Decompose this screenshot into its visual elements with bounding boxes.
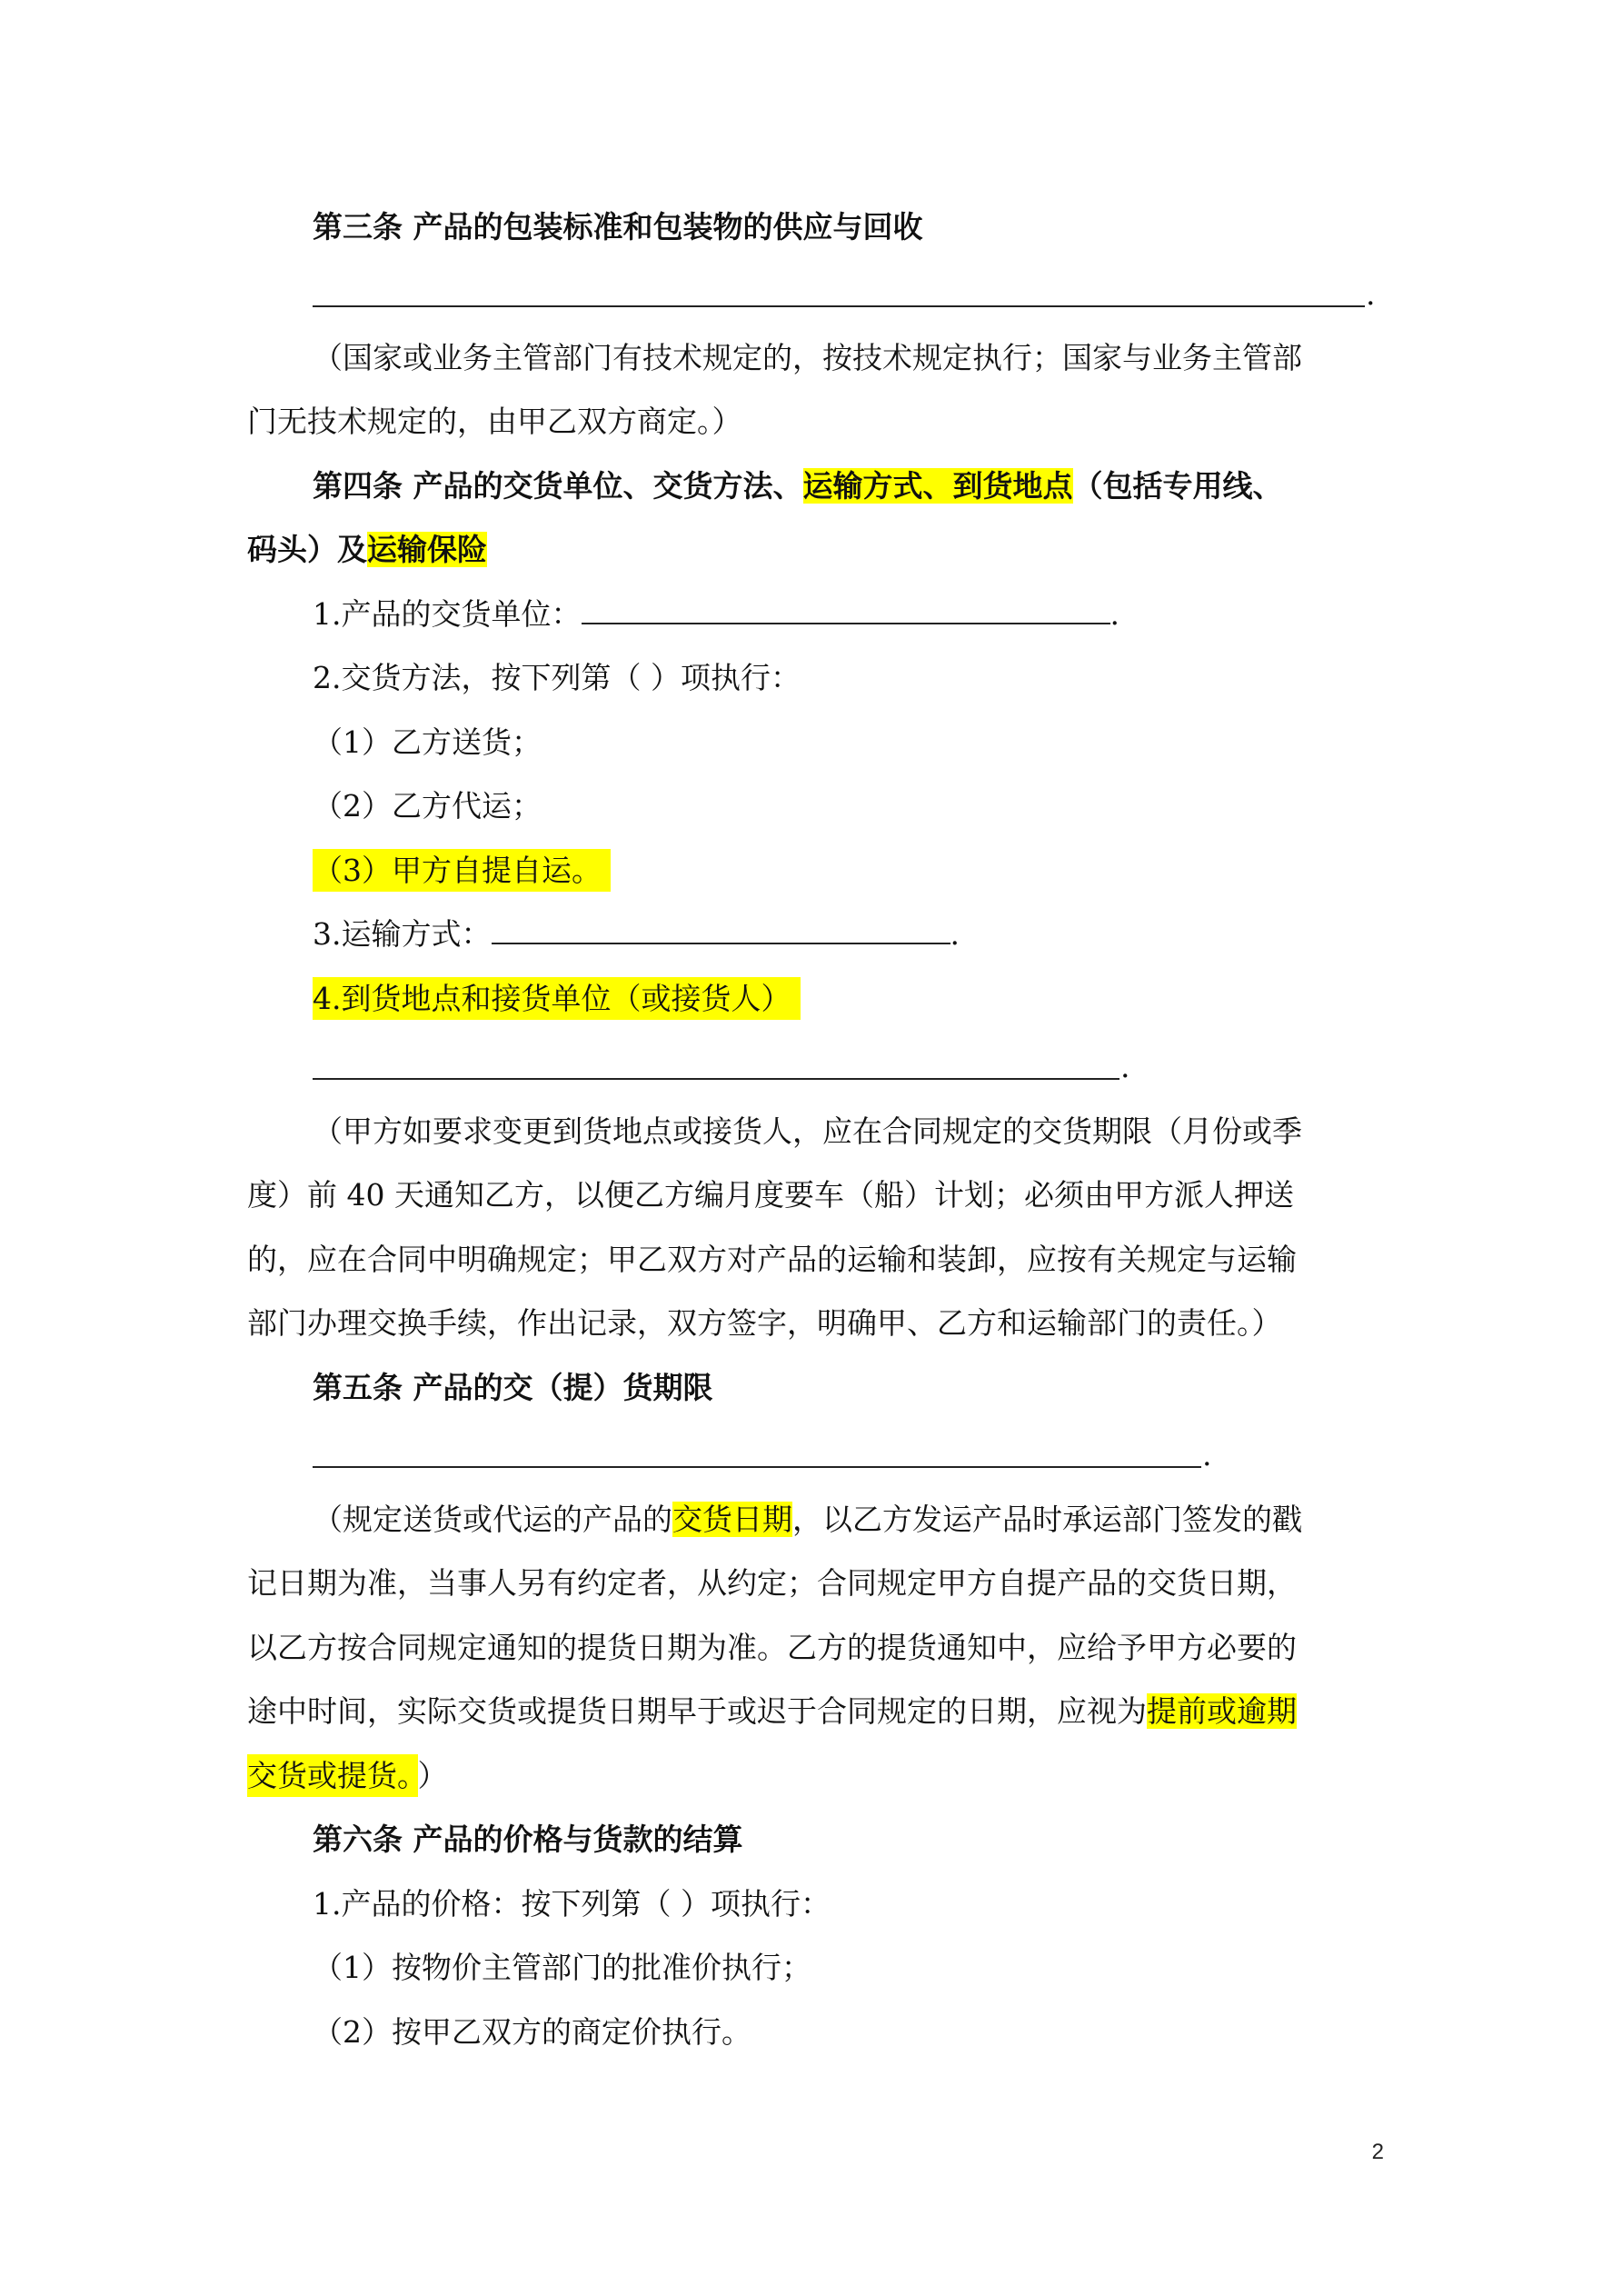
article-5-note-line-3: 以乙方按合同规定通知的提货日期为准。乙方的提货通知中，应给予甲方必要的: [247, 1630, 1297, 1665]
article-5-note-part-a: （规定送货或代运的产品的: [313, 1502, 672, 1537]
article-5-note-part-d: 途中时间，实际交货或提货日期早于或迟于合同规定的日期，应视为: [247, 1693, 1147, 1729]
delivery-option-3: [313, 849, 611, 893]
article-5-title: 第五条 产品的交（提）货期限: [313, 1370, 713, 1405]
article-5-note-line-2: 记日期为准，当事人另有约定者，从约定；合同规定甲方自提产品的交货日期，: [247, 1565, 1297, 1601]
delivery-date-highlight: 交货日期: [672, 1502, 792, 1537]
article-4-title-highlight-2: 运输保险: [367, 532, 487, 567]
article-4-item-2: 2.交货方法，按下列第（ ）项执行：: [313, 660, 801, 695]
article-5-note-line-5: [247, 1754, 448, 1798]
delivery-or-pickup-highlight: 交货或提货。: [247, 1754, 418, 1797]
article-3-blank-end: .: [1366, 276, 1376, 312]
early-or-late-highlight: 提前或逾期: [1147, 1693, 1297, 1729]
item-1-label: 1.产品的交货单位：: [313, 596, 582, 632]
article-5-note-line-4: [247, 1690, 1297, 1733]
article-4-title-line-1: [313, 464, 1283, 508]
article-4-title-part-c: （包括专用线、: [1072, 468, 1283, 504]
article-3-note-line-1: （国家或业务主管部门有技术规定的，按技术规定执行；国家与业务主管部: [313, 340, 1302, 375]
article-3-title: 第三条 产品的包装标准和包装物的供应与回收: [313, 209, 923, 245]
item-3-end: .: [950, 916, 960, 952]
article-6-item-1: 1.产品的价格：按下列第（ ）项执行：: [313, 1886, 831, 1922]
price-option-1: （1）按物价主管部门的批准价执行；: [313, 1950, 811, 1985]
article-5-blank-line: [313, 1466, 1201, 1468]
article-4-item-4-blank-line: [313, 1078, 1119, 1080]
article-5-blank-end: .: [1202, 1437, 1212, 1472]
article-5-note-line-1: [313, 1498, 1302, 1542]
article-4-note-line-4: 部门办理交换手续，作出记录，双方签字，明确甲、乙方和运输部门的责任。）: [247, 1305, 1282, 1341]
article-4-item-4-highlight: 4.到货地点和接货单位（或接货人）: [313, 977, 801, 1020]
article-4-title-highlight-1: 运输方式、到货地点: [802, 468, 1073, 504]
article-3-note-line-2: 门无技术规定的，由甲乙双方商定。）: [247, 404, 742, 439]
article-4-title-line-2: [247, 528, 487, 572]
article-4-title-part-a: 第四条 产品的交货单位、交货方法、: [313, 468, 803, 504]
article-6-title: 第六条 产品的价格与货款的结算: [313, 1822, 743, 1857]
article-4-note-line-3: 的，应在合同中明确规定；甲乙双方对产品的运输和装卸，应按有关规定与运输: [247, 1242, 1297, 1277]
article-3-blank-line: [313, 305, 1365, 307]
article-4-item-3: [313, 913, 960, 956]
delivery-option-3-highlight: （3）甲方自提自运。: [313, 849, 611, 892]
transport-mode-blank: [492, 915, 950, 944]
article-5-note-part-c: ，以乙方发运产品时承运部门签发的戳: [792, 1502, 1302, 1537]
article-4-title-part-d: 码头）及: [247, 532, 367, 567]
page-number: 2: [1371, 2140, 1384, 2164]
article-4-item-4: [313, 977, 801, 1021]
delivery-option-2: （2）乙方代运；: [313, 788, 542, 824]
delivery-unit-blank: [582, 595, 1110, 624]
item-1-end: .: [1110, 596, 1119, 632]
article-4-item-4-end: .: [1120, 1049, 1130, 1084]
item-3-label: 3.运输方式：: [313, 916, 492, 952]
article-4-note-line-1: （甲方如要求变更到货地点或接货人，应在合同规定的交货期限（月份或季: [313, 1113, 1302, 1149]
article-4-item-1: [313, 593, 1119, 636]
price-option-2: （2）按甲乙双方的商定价执行。: [313, 2014, 751, 2050]
article-5-note-close: ）: [417, 1758, 448, 1793]
delivery-option-1: （1）乙方送货；: [313, 724, 542, 760]
article-4-note-line-2: 度）前 40 天通知乙方，以便乙方编月度要车（船）计划；必须由甲方派人押送: [247, 1177, 1294, 1213]
